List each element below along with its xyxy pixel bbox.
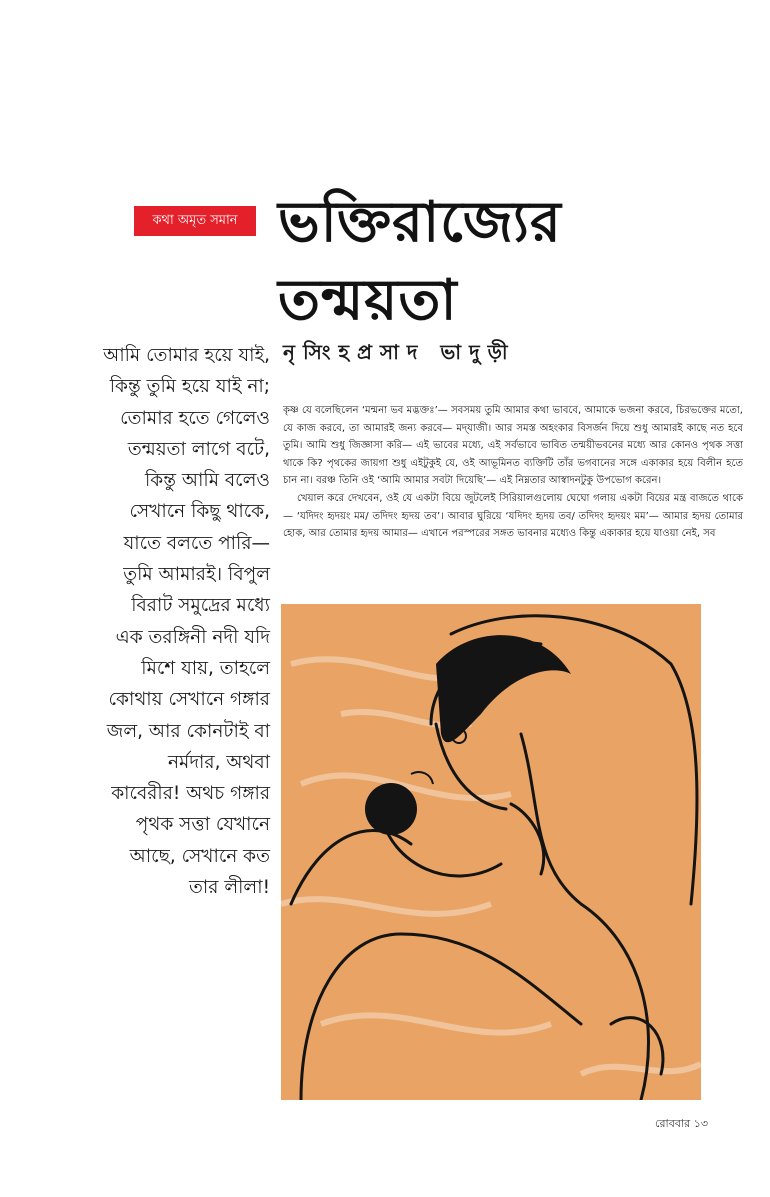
pull-quote-line: তুমি আমারই। বিপুল bbox=[123, 564, 270, 586]
pull-quote-line: মিশে যায়, তাহলে bbox=[141, 657, 270, 679]
body-paragraph: খেয়াল করে দেখবেন, ওই যে একটা বিয়ে জুটলেই সিরিয়ালগুলোয় ঘেঘো গলায় একটা বিয়ের মন্ত্র বাজতে থাকে— ‘যদিদং হৃদয়ং মম/ তদিদং হৃদয় তব’। আবার ঘুরিয়ে ‘যদিদং হৃদয় তব/ তদিদং হৃদয়ং মম’— আমার হৃদয় তোমার হোক, আর তোমার হৃদয় আমার— এখানে পরস্পরের সঙ্গত ভাবনার মধ্যেও কিন্তু একাকার হয়ে যাওয়া নেই, সব bbox=[283, 492, 743, 540]
pull-quote-line: সেখানে কিছু থাকে, bbox=[129, 501, 270, 523]
title-line-1: ভক্তিরাজ্যের bbox=[278, 190, 562, 255]
pull-quote-line: কোথায় সেখানে গঙ্গার bbox=[108, 689, 270, 711]
mother-child-illustration bbox=[281, 604, 701, 1100]
pull-quote-line: তোমার হতে গেলেও bbox=[120, 407, 270, 429]
pull-quote bbox=[40, 340, 270, 903]
page-footer: রোববার ১৩ bbox=[655, 1117, 708, 1130]
pull-quote-line: তন্ময়তা লাগে বটে, bbox=[127, 438, 270, 460]
pull-quote-line: আমি তোমার হয়ে যাই, bbox=[103, 345, 270, 366]
article-title bbox=[278, 184, 748, 340]
section-tag-label: কথা অমৃত সমান bbox=[152, 213, 238, 228]
pull-quote-line: যাতে বলতে পারি— bbox=[123, 532, 270, 554]
author-byline: নৃসিংহপ্রসাদ ভাদুড়ী bbox=[283, 340, 516, 364]
pull-quote-line: কিন্তু আমি বলেও bbox=[144, 470, 270, 492]
pull-quote-line: জল, আর কোনটাই বা bbox=[106, 720, 270, 742]
title-line-2: তন্ময়তা bbox=[278, 268, 458, 333]
pull-quote-line: এক তরঙ্গিনী নদী যদি bbox=[115, 626, 270, 648]
pull-quote-line: কাবেরীর! অথচ গঙ্গার bbox=[111, 783, 270, 805]
child-hair bbox=[365, 783, 417, 835]
pull-quote-line: বিরাট সমুদ্রের মধ্যে bbox=[131, 595, 270, 617]
pull-quote-line: আছে, সেখানে কত bbox=[129, 845, 270, 867]
pull-quote-line: নর্মদার, অথবা bbox=[168, 751, 270, 773]
pull-quote-line: তার লীলা! bbox=[189, 877, 270, 899]
illustration-art bbox=[281, 604, 701, 1100]
body-paragraph: কৃষ্ণ যে বলেছিলেন ‘মন্মনা ভব মদ্ভক্তঃ’— সবসময় তুমি আমার কথা ভাববে, আমাকে ভজনা করবে, চিরভক্তের মতো, যে কাজ করবে, তা আমারই জন্য করবে— মদ্‌যাজী। আর সমস্ত অহংকার বিসর্জন দিয়ে শুধু আমারই কাছে নত হবে তুমি। আমি শুধু জিজ্ঞাসা করি— এই ভাবের মধ্যে, এই সর্বভাবে ভাবিত তন্ময়ীভবনের মধ্যে আর কোনও পৃথক সত্তা থাকে কি? পৃথকের জায়গা শুধু এইটুকুই যে, ওই আভূমিনত ব্যক্তিটি তাঁর ভগবানের সঙ্গে একাকার হয়ে বিলীন হতে চান না। বরঞ্চ তিনি ওই ‘আমি আমার সবটা দিয়েছি’— এই নিম্নতার আস্বাদনটুকু উপভোগ করেন। bbox=[283, 405, 743, 487]
section-tag bbox=[134, 206, 256, 236]
article-body bbox=[283, 402, 743, 543]
pull-quote-line: পৃথক সত্তা যেখানে bbox=[135, 814, 270, 836]
pull-quote-line: কিন্তু তুমি হয়ে যাই না; bbox=[109, 376, 270, 398]
